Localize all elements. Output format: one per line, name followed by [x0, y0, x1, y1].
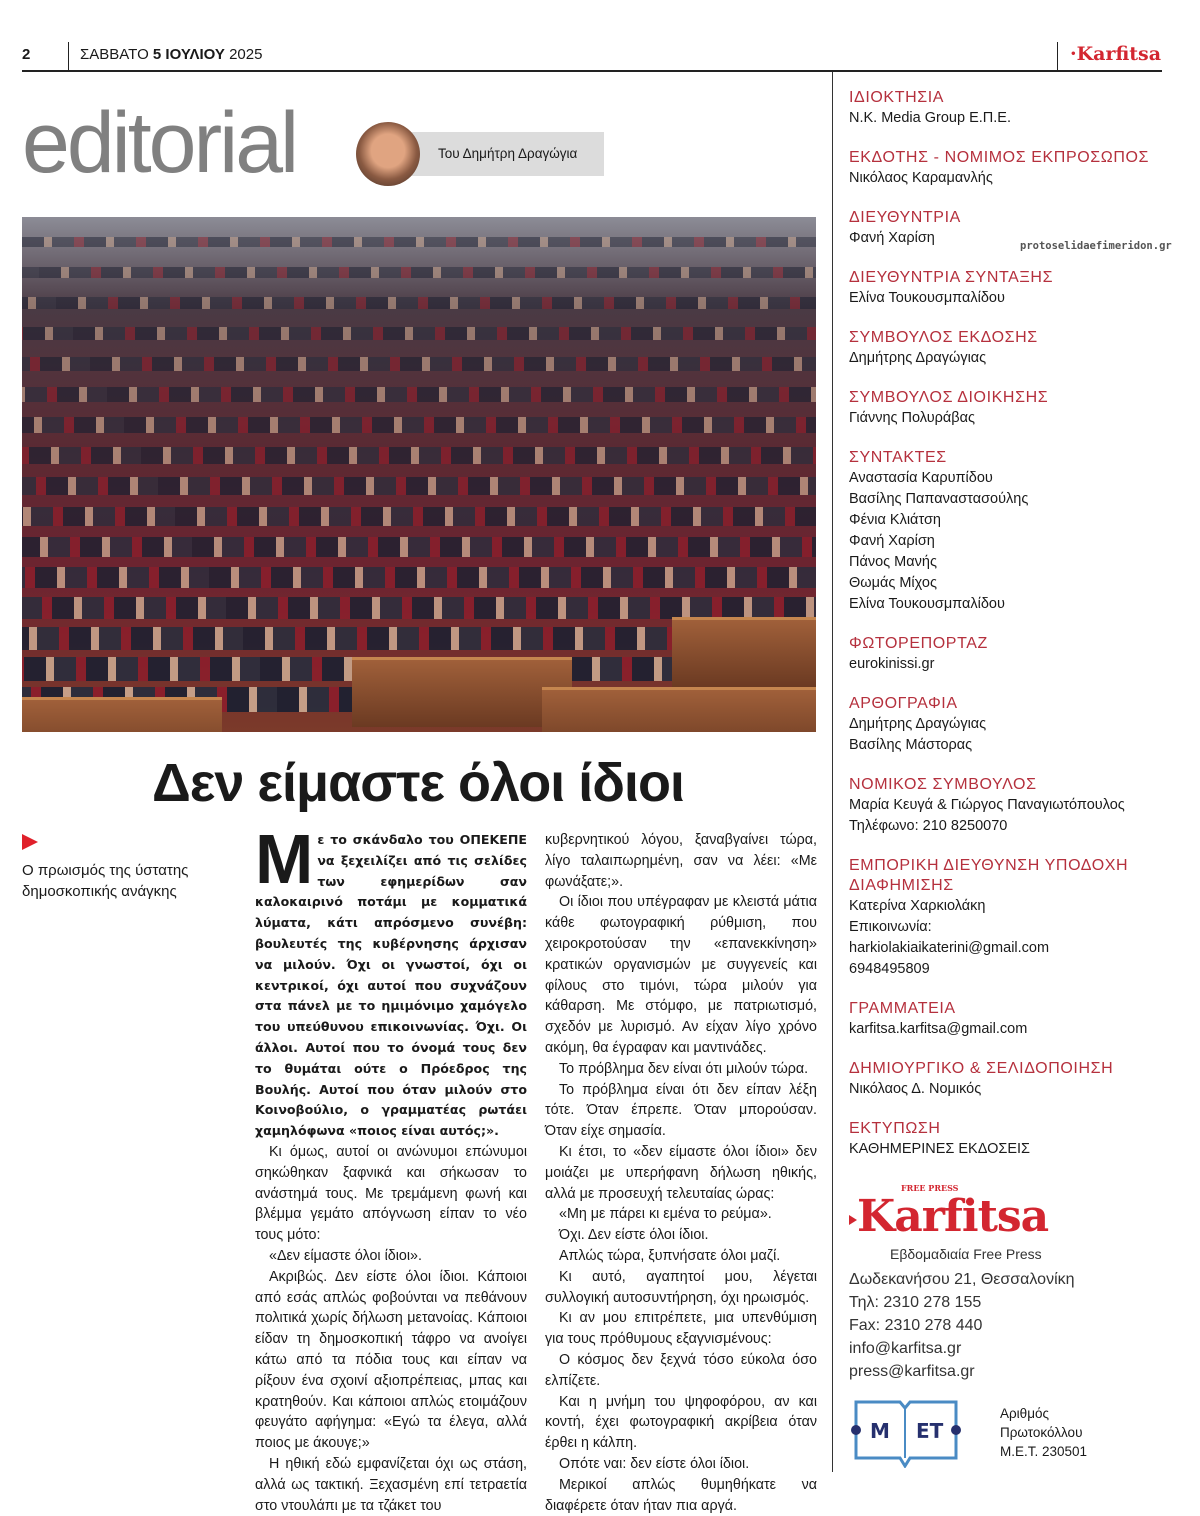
page-number: 2	[22, 46, 31, 63]
parliament-photo	[22, 217, 816, 732]
photo-detail	[22, 297, 816, 309]
divider	[68, 42, 69, 70]
paragraph: Κι αυτό, αγαπητοί μου, λέγεται συλλογική αυτοσυντήρηση, όχι ηρωισμός.	[545, 1268, 817, 1306]
masthead-line: Φανή Χαρίση	[849, 533, 935, 549]
paragraph: Το πρόβλημα είναι ότι δεν είπαν λέξη τότε. Όταν έπρεπε. Όταν μπορούσαν. Όταν είχε σημασία.	[545, 1081, 817, 1140]
watermark: protoselidaefimeridon.gr	[1020, 240, 1172, 252]
date-year: 2025	[229, 46, 263, 63]
photo-detail	[22, 567, 816, 588]
masthead-section	[849, 999, 1169, 1040]
masthead-heading: ΙΔΙΟΚΤΗΣΙΑ	[849, 89, 945, 106]
masthead-line: Θωμάς Μίχος	[849, 575, 937, 591]
contact-line: info@karfitsa.gr	[849, 1340, 962, 1357]
masthead-line: Αναστασία Καρυπίδου	[849, 470, 993, 486]
paragraph: Μερικοί απλώς θυμηθήκατε να διαφέρετε όταν ήταν πια αργά.	[545, 1476, 817, 1514]
paragraph: Όχι. Δεν είστε όλοι ίδιοι.	[559, 1227, 709, 1244]
met-registration	[1000, 1404, 1087, 1461]
masthead-line: eurokinissi.gr	[849, 656, 935, 672]
masthead-line: Βασίλης Παπαναστασούλης	[849, 491, 1029, 507]
masthead-heading: ΣΥΝΤΑΚΤΕΣ	[849, 449, 947, 466]
author-avatar	[356, 122, 420, 186]
masthead-line: Ν.Κ. Media Group Ε.Π.Ε.	[849, 110, 1011, 126]
paragraph: κυβερνητικού λόγου, ξαναβγαίνει τώρα, λίγο ταλαιπωρημένη, σαν να λέει: «Με φωνάξατε;».	[545, 832, 817, 890]
masthead-line: Ελίνα Τουκουσμπαλίδου	[849, 290, 1005, 306]
masthead-line: Νικόλαος Καραμανλής	[849, 170, 993, 186]
photo-detail	[352, 657, 572, 727]
masthead-heading: ΓΡΑΜΜΑΤΕΙΑ	[849, 1000, 956, 1017]
masthead-section	[849, 775, 1169, 837]
masthead-line: Πάνος Μανής	[849, 554, 937, 570]
section-label: editorial	[22, 95, 297, 191]
divider	[1057, 42, 1058, 70]
paragraph: Απλώς τώρα, ξυπνήσατε όλοι μαζί.	[559, 1247, 781, 1264]
met-logo-right: ΕΤ	[916, 1419, 944, 1443]
masthead-heading: ΔΙΕΥΘΥΝΤΡΙΑ	[849, 209, 961, 226]
paragraph: Οι ίδιοι που υπέγραφαν με κλειστά μάτια κάθε φωτογραφική ρύθμιση, που χειροκροτούσαν την «επανεκκίνηση» κρατικών οργανισμών με συγγενείς και φίλους στο τιμόνι, τώρα μιλούν για κάθαρση. Με στόμφο, με πατριωτισμό, σχεδόν με λυρισμό. Αν είχαν λίγο χρόνο ακόμη, θα έγραφαν και μαντινάδες.	[545, 894, 817, 1056]
masthead-heading: ΕΚΔΟΤΗΣ - ΝΟΜΙΜΟΣ ΕΚΠΡΟΣΩΠΟΣ	[849, 149, 1150, 166]
met-logo-left: Μ	[870, 1419, 890, 1443]
paragraph: Ακριβώς. Δεν είστε όλοι ίδιοι. Κάποιοι από εσάς απλώς φοβούνται να πεθάνουν πολιτικά χωρίς δήλωση μετανοίας. Κάποιοι είδαν τη δημοσκοπική τάφρο να ανοίγει κάτω από τα πόδια τους και είπαν να ρίξουν ένα σχοινί αξιοπρέπειας, μπας και κρατηθούν. Και κάποιοι απλώς ετοιμάζουν φευγάτο αφήγημα: «Εγώ τα έλεγα, αλλά ποιος με άκουγε;»	[255, 1268, 527, 1452]
photo-detail	[542, 687, 816, 732]
arrow-icon	[22, 834, 38, 850]
masthead-line: Δημήτρης Δραγώγιας	[849, 716, 987, 732]
masthead-section	[849, 634, 1169, 675]
masthead-line: Κατερίνα Χαρκιολάκη	[849, 898, 986, 914]
contact-line: Fax: 2310 278 440	[849, 1317, 983, 1334]
masthead-section	[849, 88, 1169, 129]
masthead-section	[849, 328, 1169, 369]
masthead-line: 6948495809	[849, 961, 930, 977]
masthead-heading: ΦΩΤΟΡΕΠΟΡΤΑΖ	[849, 635, 988, 652]
paragraph: Κι όμως, αυτοί οι ανώνυμοι επώνυμοι σηκώθηκαν ξαφνικά και σήκωσαν το ανάστημά τους. Με τρεμάμενη φωνή και βλέμμα γεμάτο απόγνωση είπαν το νέο τους μότο:	[255, 1143, 527, 1244]
masthead-section	[849, 856, 1169, 980]
subheadline: Ο πρωισμός της ύστατης δημοσκοπικής ανάγκης	[22, 862, 189, 900]
met-line: Αριθμός	[1000, 1406, 1049, 1421]
masthead-section	[849, 148, 1169, 189]
drop-cap: Μ	[255, 820, 314, 898]
photo-detail	[22, 447, 816, 464]
date-day: ΣΑΒΒΑΤΟ	[80, 46, 149, 63]
masthead-line: Μαρία Κευγά & Γιώργος Παναγιωτόπουλος	[849, 797, 1125, 813]
masthead-line: ΚΑΘΗΜΕΡΙΝΕΣ ΕΚΔΟΣΕΙΣ	[849, 1141, 1031, 1157]
paragraph: Κι έτσι, το «δεν είμαστε όλοι ίδιοι» δεν μοιάζει με υπερήφανη δήλωση ηθικής, αλλά με προσευχή τελευταίας ώρας:	[545, 1143, 817, 1202]
photo-detail	[22, 327, 816, 340]
masthead-line: Βασίλης Μάστορας	[849, 737, 973, 753]
headline: Δεν είμαστε όλοι ίδιοι	[151, 753, 685, 813]
photo-detail	[22, 477, 816, 495]
issue-date	[80, 46, 262, 63]
byline: Του Δημήτρη Δραγώγια	[404, 132, 604, 176]
masthead-section	[849, 388, 1169, 429]
paragraph: Ο κόσμος δεν ξεχνά τόσο εύκολα όσο ελπίζετε.	[545, 1351, 817, 1389]
contact-line: press@karfitsa.gr	[849, 1363, 975, 1380]
header-rule	[22, 70, 1162, 72]
masthead-heading: ΕΚΤΥΠΩΣΗ	[849, 1120, 941, 1137]
masthead-line: Γιάννης Πολυράβας	[849, 410, 975, 426]
masthead-section	[849, 1059, 1169, 1100]
masthead-heading: ΕΜΠΟΡΙΚΗ ΔΙΕΥΘΥΝΣΗ ΥΠΟΔΟΧΗ ΔΙΑΦΗΜΙΣΗΣ	[849, 857, 1129, 894]
masthead-heading: ΔΙΕΥΘΥΝΤΡΙΑ ΣΥΝΤΑΞΗΣ	[849, 269, 1054, 286]
paragraph: «Δεν είμαστε όλοι ίδιοι».	[269, 1247, 422, 1264]
masthead-line: Επικοινωνία:	[849, 919, 932, 935]
paragraph: Και η μνήμη του ψηφοφόρου, αν και κοντή, έχει φωτογραφική ακρίβεια όταν έρθει η κάλπη.	[545, 1393, 817, 1452]
masthead-line: karfitsa.karfitsa@gmail.com	[849, 1021, 1028, 1037]
masthead-line: Νικόλαος Δ. Νομικός	[849, 1081, 982, 1097]
photo-detail	[672, 617, 816, 687]
masthead-heading: ΑΡΘΟΓΡΑΦΙΑ	[849, 695, 958, 712]
met-line: Μ.Ε.Τ. 230501	[1000, 1444, 1088, 1459]
logo-tagline: Εβδομαδιαία Free Press	[890, 1246, 1042, 1262]
photo-detail	[22, 387, 816, 402]
contact-line: Δωδεκανήσου 21, Θεσσαλονίκη	[849, 1271, 1075, 1288]
masthead-section	[849, 448, 1169, 615]
photo-detail	[22, 537, 816, 557]
masthead-heading: ΝΟΜΙΚΟΣ ΣΥΜΒΟΥΛΟΣ	[849, 776, 1037, 793]
date-day-month: 5 ΙΟΥΛΙΟΥ	[152, 46, 225, 63]
photo-detail	[22, 597, 816, 619]
photo-detail	[22, 237, 816, 247]
masthead-line: harkiolakiaikaterini@gmail.com	[849, 940, 1050, 956]
paragraph: «Μη με πάρει κι εμένα το ρεύμα».	[559, 1206, 772, 1223]
masthead-line: Τηλέφωνο: 210 8250070	[849, 818, 1008, 834]
masthead-heading: ΔΗΜΙΟΥΡΓΙΚΟ & ΣΕΛΙΔΟΠΟΙΗΣΗ	[849, 1060, 1114, 1077]
photo-detail	[22, 357, 816, 371]
masthead-heading: ΣΥΜΒΟΥΛΟΣ ΔΙΟΙΚΗΣΗΣ	[849, 389, 1049, 406]
contact-line: Τηλ: 2310 278 155	[849, 1294, 982, 1311]
article-column-2	[545, 830, 817, 1516]
photo-detail	[22, 697, 222, 732]
photo-detail	[22, 507, 816, 526]
masthead-section	[849, 268, 1169, 309]
paragraph: Οπότε ναι: δεν είστε όλοι ίδιοι.	[559, 1455, 750, 1472]
contact-info	[849, 1268, 1075, 1383]
article-column-1	[255, 820, 527, 1516]
logo-arrow-icon	[849, 1215, 857, 1225]
met-logo	[848, 1396, 963, 1468]
lead-paragraph: Με το σκάνδαλο του ΟΠΕΚΕΠΕ να ξεχειλίζει από τις σελίδες των εφημερίδων σαν καλοκαιρινό ποτάμι με κομματικά λύματα, κάτι απρόσμενο συνέβη: βουλευτές της κυβέρνησης άρχισαν να μιλούν. Όχι οι γνωστοί, όχι οι κεντρικοί, όχι αυτοί που συχνάζουν στα πάνελ με το ημιμόνιμο χαμόγελο του υπεύθυνου επικοινωνίας. Όχι. Οι άλλοι. Αυτοί που το όνομά τους δεν το θυμάται ούτε ο Πρόεδρος της Βουλής. Αυτοί που όταν μιλούν στο Κοινοβούλιο, ο γραμματέας ρωτάει χαμηλόφωνα «ποιος είναι αυτός;».	[255, 820, 527, 1139]
photo-detail	[22, 267, 816, 278]
masthead-line: Ελίνα Τουκουσμπαλίδου	[849, 596, 1005, 612]
masthead-heading: ΣΥΜΒΟΥΛΟΣ ΕΚΔΟΣΗΣ	[849, 329, 1038, 346]
paragraph: Η ηθική εδώ εμφανίζεται όχι ως στάση, αλλά ως τακτική. Ξεχασμένη επί τετραετία στο ντουλάπι με τα τζάκετ του	[255, 1455, 527, 1514]
met-line: Πρωτοκόλλου	[1000, 1425, 1083, 1440]
masthead-line: Φανή Χαρίση	[849, 230, 935, 246]
paragraph: Κι αν μου επιτρέπετε, μια υπενθύμιση για τους πρόθυμους εξαγνισμένους:	[545, 1310, 817, 1348]
masthead-line: Φένια Κλιάτση	[849, 512, 941, 528]
photo-detail	[22, 417, 816, 433]
masthead-section	[849, 694, 1169, 756]
karfitsa-logo: ·Karfitsa	[1070, 43, 1162, 65]
masthead-line: Δημήτρης Δραγώγιας	[849, 350, 987, 366]
paragraph: Το πρόβλημα δεν είναι ότι μιλούν τώρα.	[559, 1060, 809, 1077]
masthead-section	[849, 1119, 1169, 1160]
